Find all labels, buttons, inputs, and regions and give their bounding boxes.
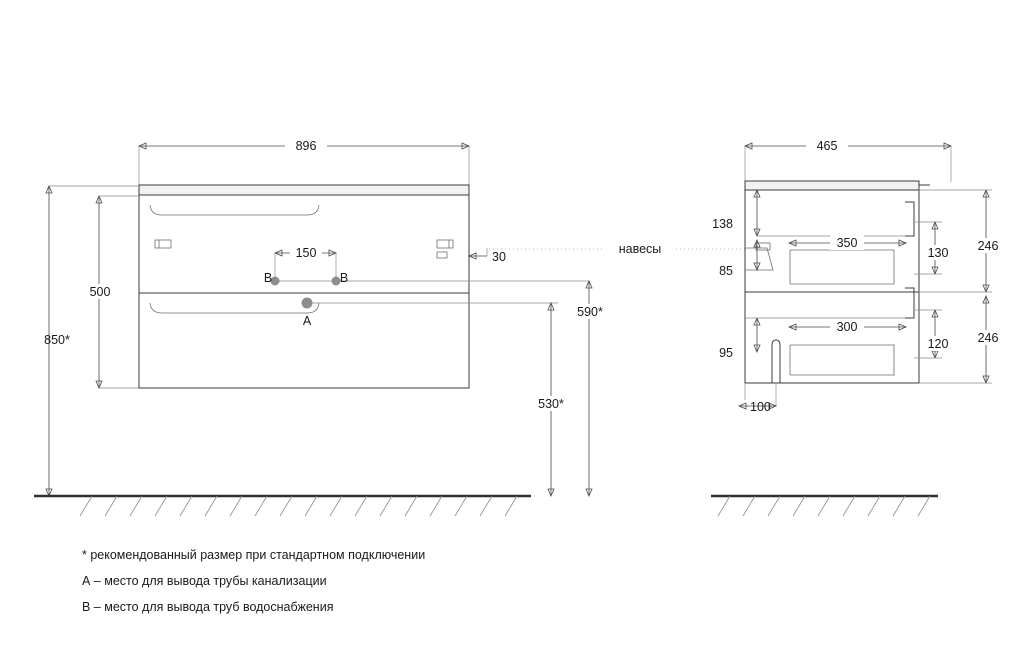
dim-lower-drawer-inner: 300 [836,320,858,334]
dim-width-total: 896 [295,139,317,153]
dim-depth-total: 465 [816,139,838,153]
dim-water-spacing: 150 [295,246,317,260]
dim-lower-block: 246 [977,331,999,345]
marker-label-b-left: B [263,271,273,285]
dim-lower-height: 120 [927,337,949,351]
note-drain-outlet: А – место для вывода трубы канализации [82,574,327,588]
callout-hangers: навесы [618,242,662,256]
marker-label-b-right: B [339,271,349,285]
dim-bottom-offset: 100 [750,400,771,414]
front-view-group [34,143,592,516]
dim-upper-drawer-inner: 350 [836,236,858,250]
dim-height-total: 850* [44,333,70,347]
dim-drain-offset: 530* [538,397,564,411]
dim-upper-bracket: 138 [712,217,733,231]
notes-block [82,548,602,626]
dim-upper-shelf: 85 [719,264,733,278]
dim-upper-block: 246 [977,239,999,253]
dim-cabinet-height: 500 [89,285,111,299]
dim-upper-height: 130 [927,246,949,260]
dim-lower-shelf: 95 [719,346,733,360]
dim-floor-offset: 590* [577,305,603,319]
dim-side-offset: 30 [492,250,506,264]
note-water-outlet: В – место для вывода труб водоснабжения [82,600,334,614]
note-recommended-size: * рекомендованный размер при стандартном подключении [82,548,426,562]
marker-label-a: A [302,314,312,328]
